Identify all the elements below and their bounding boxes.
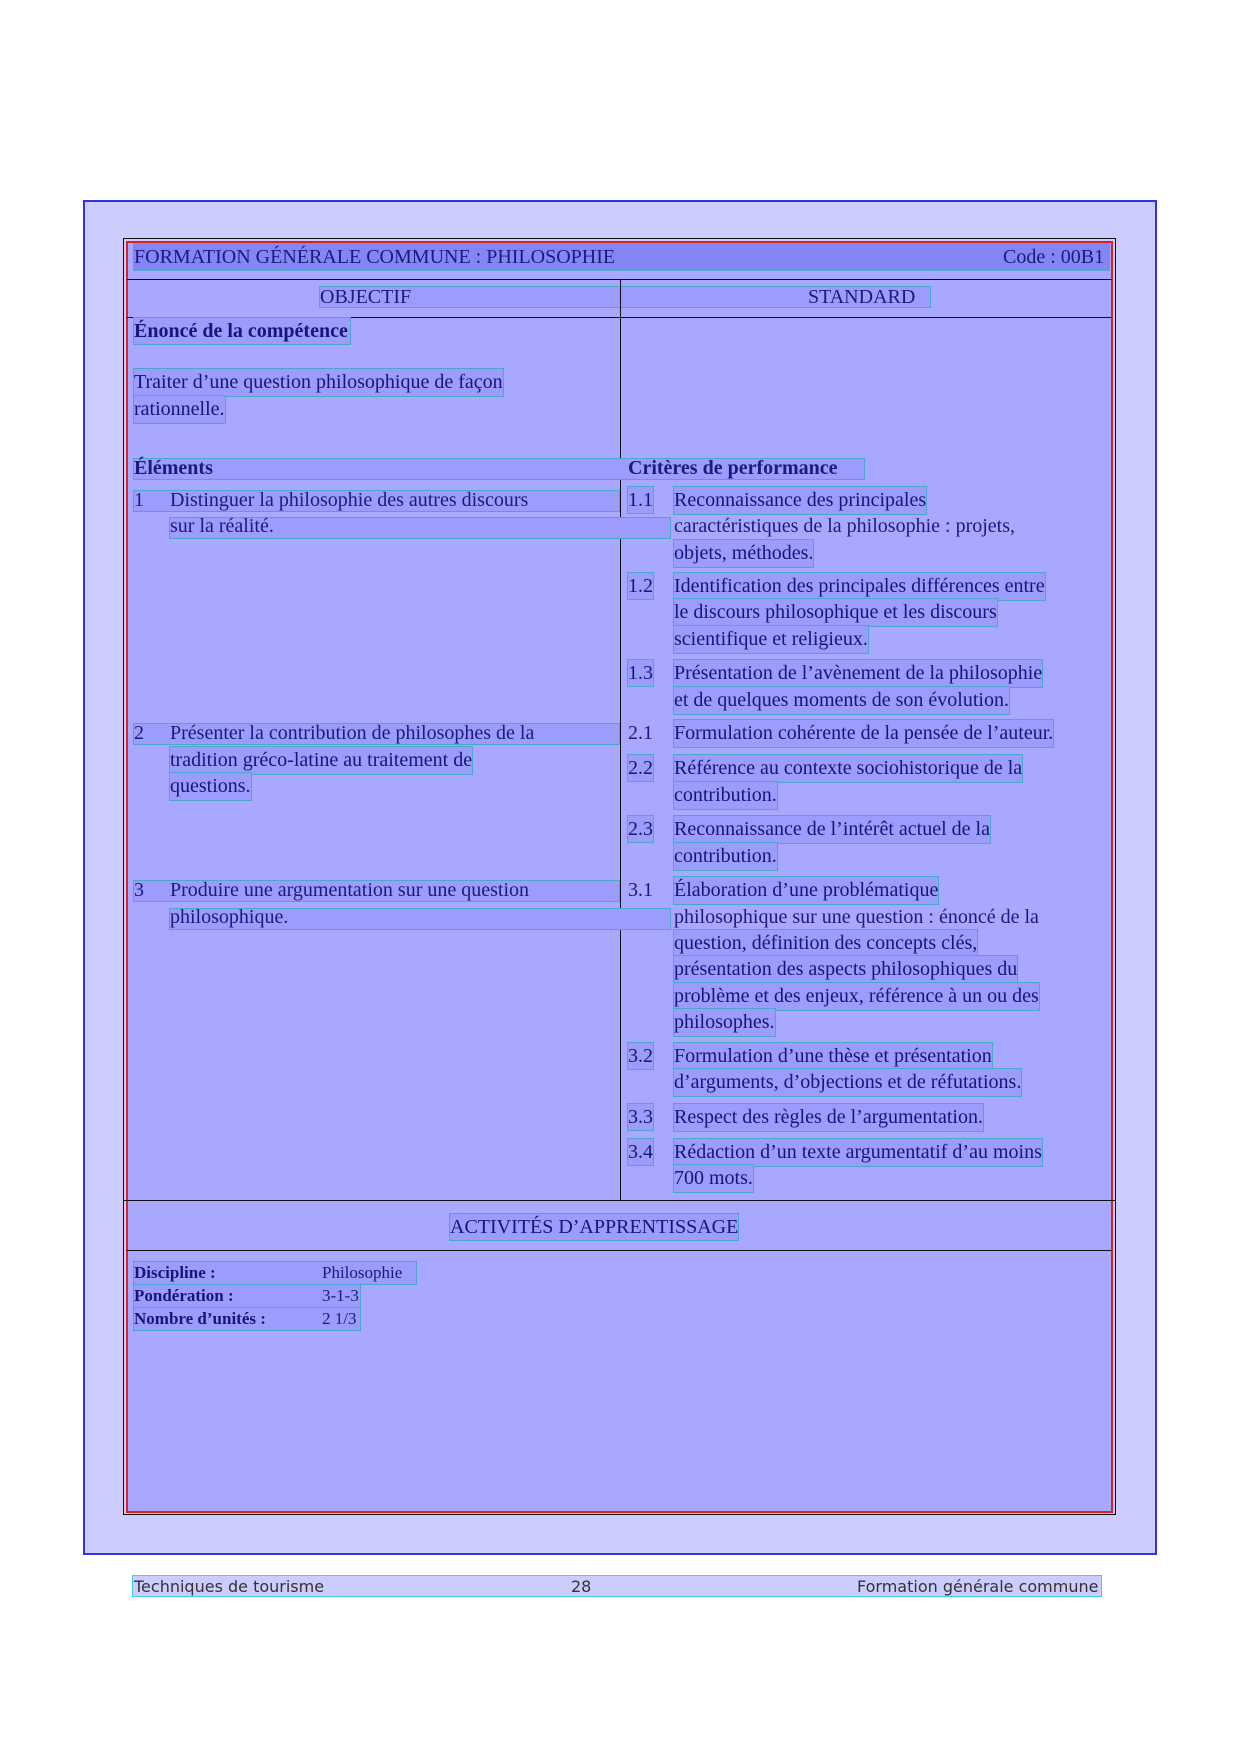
elements-heading: Éléments (134, 457, 213, 479)
criterion-text: question, définition des concepts clés, (674, 930, 977, 957)
criterion-number: 3.4 (628, 1141, 653, 1163)
footer-right: Formation générale commune (857, 1577, 1099, 1596)
column-divider (620, 280, 621, 1200)
criterion-number: 3.3 (628, 1106, 653, 1128)
criterion-text: contribution. (674, 843, 777, 870)
ponderation-value: 3-1-3 (322, 1286, 359, 1305)
element-text: sur la réalité. (170, 515, 274, 537)
criterion-text: et de quelques moments de son évolution. (674, 687, 1009, 714)
criterion-text: Reconnaissance des principales (674, 487, 926, 514)
criterion-text: Élaboration d’une problématique (674, 877, 938, 904)
element-number: 1 (134, 489, 144, 511)
divider (127, 1250, 1112, 1251)
discipline-label: Discipline : (134, 1262, 416, 1284)
criterion-text: 700 mots. (674, 1165, 753, 1192)
unites-label: Nombre d’unités : (134, 1308, 360, 1330)
column-objectif: OBJECTIF (320, 286, 412, 308)
activities-heading: ACTIVITÉS D’APPRENTISSAGE (450, 1216, 739, 1238)
criterion-number: 3.1 (628, 879, 653, 901)
criterion-number: 2.1 (628, 722, 653, 744)
criterion-text: scientifique et religieux. (674, 626, 868, 653)
criterion-text: objets, méthodes. (674, 540, 813, 567)
element-text: tradition gréco-latine au traitement de (170, 747, 472, 774)
element-text: Produire une argumentation sur une question (170, 879, 530, 901)
element-number: 2 (134, 722, 144, 744)
element-text: Présenter la contribution de philosophes de la (170, 722, 535, 744)
competence-line-2: rationnelle. (134, 396, 225, 423)
unites-value: 2 1/3 (322, 1309, 357, 1328)
competence-line-1: Traiter d’une question philosophique de façon (134, 369, 503, 396)
criteria-heading: Critères de performance (628, 457, 838, 479)
criterion-text: présentation des aspects philosophiques du (674, 956, 1017, 983)
criterion-text: Formulation cohérente de la pensée de l’auteur. (674, 720, 1053, 747)
criterion-text: le discours philosophique et les discours (674, 599, 997, 626)
criterion-number: 3.2 (628, 1045, 653, 1067)
criterion-text: d’arguments, d’objections et de réfutations. (674, 1069, 1021, 1096)
criterion-text: Formulation d’une thèse et présentation (674, 1043, 992, 1070)
criterion-number: 2.3 (628, 818, 653, 840)
criterion-text: caractéristiques de la philosophie : projets, (674, 515, 1016, 537)
criterion-text: Rédaction d’un texte argumentatif d’au moins (674, 1139, 1042, 1166)
column-standard: STANDARD (808, 286, 916, 308)
element-text: Distinguer la philosophie des autres discours (170, 489, 529, 511)
divider (124, 1200, 1115, 1201)
header-title: FORMATION GÉNÉRALE COMMUNE : PHILOSOPHIE (134, 246, 616, 268)
criterion-text: Présentation de l’avènement de la philosophie (674, 660, 1042, 687)
page-number: 28 (571, 1577, 592, 1596)
element-text: questions. (170, 773, 251, 800)
criterion-text: contribution. (674, 782, 777, 809)
criterion-text: problème et des enjeux, référence à un ou des (674, 983, 1039, 1010)
header-code: Code : 00B1 (1003, 246, 1105, 268)
criterion-text: philosophique sur une question : énoncé de la (674, 906, 1039, 928)
criterion-text: philosophes. (674, 1009, 775, 1036)
criterion-text: Identification des principales différences entre (674, 573, 1045, 600)
criterion-number: 1.1 (628, 489, 653, 511)
footer-left: Techniques de tourisme (134, 1577, 325, 1596)
ponderation-label: Pondération : (134, 1285, 360, 1307)
element-number: 3 (134, 879, 144, 901)
criterion-text: Reconnaissance de l’intérêt actuel de la (674, 816, 990, 843)
criterion-text: Respect des règles de l’argumentation. (674, 1104, 983, 1131)
discipline-value: Philosophie (322, 1263, 403, 1282)
element-text: philosophique. (170, 906, 289, 928)
criterion-number: 1.2 (628, 575, 653, 597)
criterion-number: 1.3 (628, 662, 653, 684)
competence-heading: Énoncé de la compétence (134, 320, 348, 342)
criterion-text: Référence au contexte sociohistorique de la (674, 755, 1022, 782)
criterion-number: 2.2 (628, 757, 653, 779)
